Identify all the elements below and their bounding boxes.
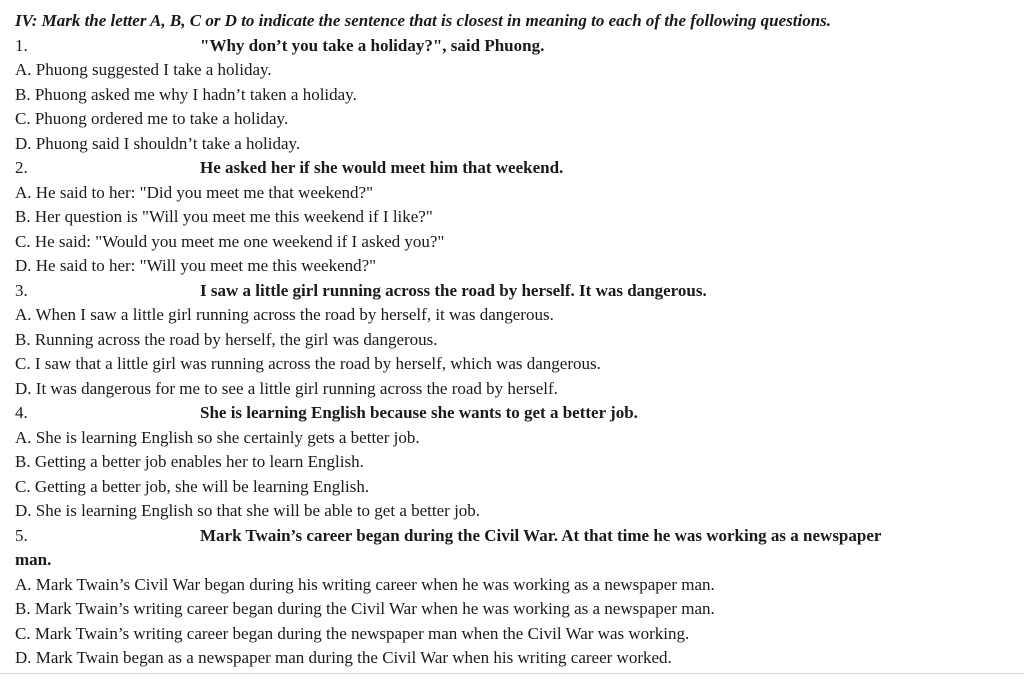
question-number: 4. [15,403,28,422]
option-c: C. Getting a better job, she will be learning English. [15,476,370,496]
question-number: 2. [15,158,28,177]
question-header [15,279,1016,304]
option-c: C. He said: "Would you meet me one weekend if I asked you?" [15,231,445,251]
question-number: 3. [15,280,28,300]
option-d: D. It was dangerous for me to see a little girl running across the road by herself. [15,378,558,398]
option-d: D. Phuong said I shouldn’t take a holiday. [15,133,301,153]
question-header [15,524,1016,549]
question-number: 5. [15,525,28,545]
option-b: B. Getting a better job enables her to learn English. [15,452,364,471]
question-header [15,156,1016,181]
page-bottom-divider [0,673,1024,674]
question-3 [15,279,1016,402]
option-d: D. She is learning English so that she will be able to get a better job. [15,501,481,520]
option-a: A. Phuong suggested I take a holiday. [15,60,272,79]
option-d: D. Mark Twain began as a newspaper man during the Civil War when his writing career worked. [15,648,672,667]
option-b: B. Running across the road by herself, the girl was dangerous. [15,329,438,349]
question-stem: "Why don’t you take a holiday?", said Phuong. [200,35,545,55]
option-c: C. I saw that a little girl was running across the road by herself, which was dangerous. [15,354,601,373]
option-a: A. When I saw a little girl running across the road by herself, it was dangerous. [15,305,554,324]
option-a: A. Mark Twain’s Civil War began during his writing career when he was working as a newspaper man. [15,574,715,594]
question-1 [15,34,1016,157]
option-a: A. He said to her: "Did you meet me that weekend?" [15,182,374,202]
option-b: B. Phuong asked me why I hadn’t taken a holiday. [15,84,357,104]
option-b: B. Her question is "Will you meet me this weekend if I like?" [15,207,433,226]
instruction-heading: IV: Mark the letter A, B, C or D to indicate the sentence that is closest in meaning to each of the following questions. [15,11,832,30]
question-stem: I saw a little girl running across the road by herself. It was dangerous. [200,280,707,300]
option-b: B. Mark Twain’s writing career began during the Civil War when he was working as a newspaper man. [15,599,715,618]
option-a: A. She is learning English so she certainly gets a better job. [15,427,420,447]
question-stem: Mark Twain’s career began during the Civil War. At that time he was working as a newspaper [200,525,882,545]
question-number: 1. [15,35,28,55]
option-c: C. Phuong ordered me to take a holiday. [15,109,289,128]
question-header [15,401,1016,426]
option-d: D. He said to her: "Will you meet me this weekend?" [15,256,377,275]
question-stem-continuation: man. [15,550,52,569]
question-stem: He asked her if she would meet him that weekend. [200,158,564,177]
question-header [15,34,1016,59]
question-5 [15,524,1016,671]
question-4 [15,401,1016,524]
option-c: C. Mark Twain’s writing career began during the newspaper man when the Civil War was working. [15,623,690,643]
question-2 [15,156,1016,279]
question-stem: She is learning English because she wants to get a better job. [200,403,638,422]
